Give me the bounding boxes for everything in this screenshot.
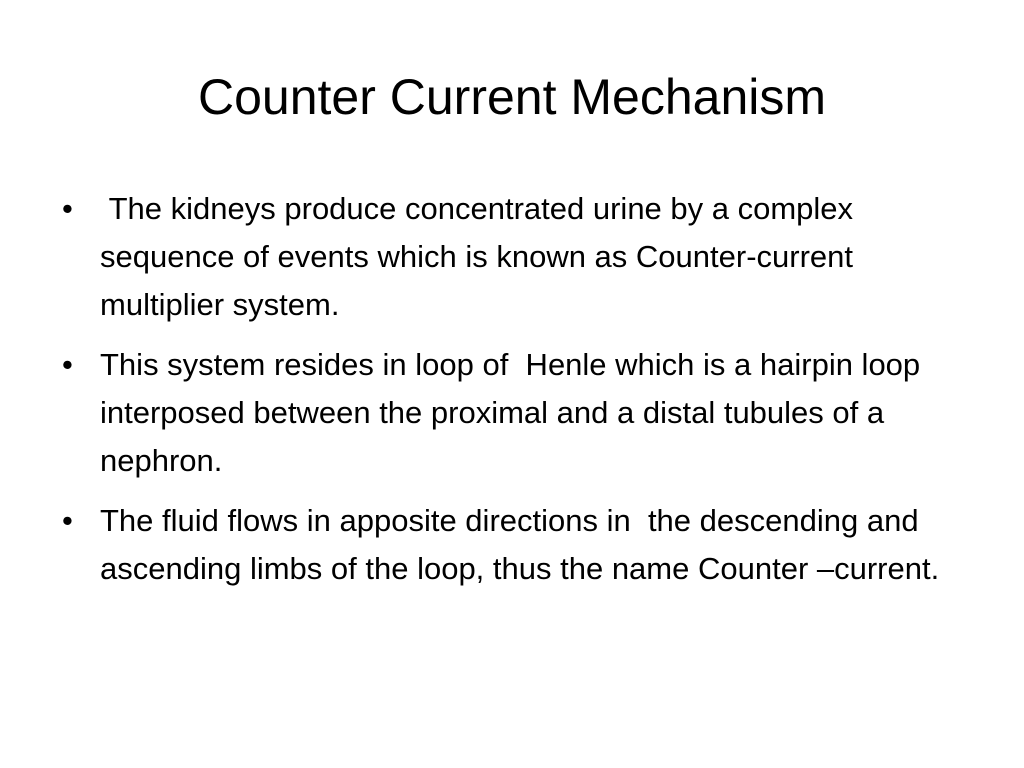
bullet-text: The kidneys produce concentrated urine by a complex sequence of events which is known as Counter-current multiplier system. [100, 191, 862, 322]
bullet-item [62, 497, 972, 593]
bullet-dot-icon: • [62, 191, 73, 226]
bullet-dot-icon: • [62, 347, 73, 382]
bullet-text: This system resides in loop of Henle which is a hairpin loop interposed between the proximal and a distal tubules of a nephron. [100, 347, 929, 478]
bullet-dot-icon: • [62, 503, 73, 538]
bullet-text: The fluid flows in apposite directions in the descending and ascending limbs of the loop, thus the name Counter –current. [100, 503, 940, 586]
bullet-item [62, 185, 972, 329]
slide-title: Counter Current Mechanism [197, 69, 827, 125]
bullet-list [62, 185, 972, 605]
bullet-item [62, 341, 972, 485]
